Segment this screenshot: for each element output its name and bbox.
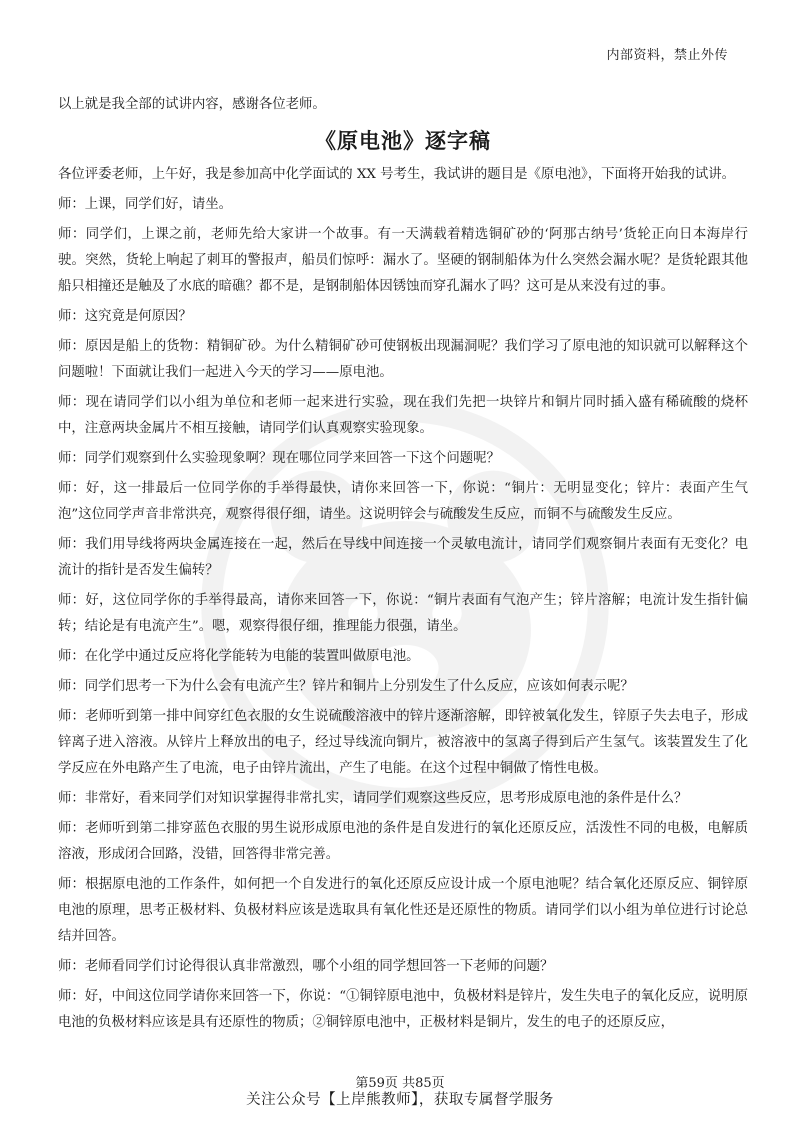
paragraph: 师：老师听到第一排中间穿红色衣服的女生说硫酸溶液中的锌片逐渐溶解，即锌被氧化发生，锌原子失去电子，形成锌离子进入溶液。从锌片上释放出的电子，经过导线流向铜片，被溶液中的氢离子得到后产生氢气。该装置发生了化学反应在外电路产生了电流，电子由锌片流出，产生了电能。在这个过程中铜做了惰性电极。 (58, 709, 748, 776)
header-confidential-note: 内部资料，禁止外传 (606, 48, 728, 63)
paragraph: 师：老师听到第二排穿蓝色衣服的男生说形成原电池的条件是自发进行的氧化还原反应，活泼性不同的电极，电解质溶液，形成闭合回路，没错，回答得非常完善。 (58, 821, 748, 862)
page-number: 第59页 共85页 (355, 1076, 445, 1091)
intro-line: 以上就是我全部的试讲内容，感谢各位老师。 (58, 97, 326, 112)
paragraph-list (58, 162, 748, 1036)
paragraph: 师：好，这一排最后一位同学你的手举得最快，请你来回答一下，你说：“铜片：无明显变化；锌片：表面产生气泡”这位同学声音非常洪亮，观察得很仔细，请坐。这说明锌会与硫酸发生反应，而铜不与硫酸发生反应。 (58, 481, 748, 522)
paragraph: 师：根据原电池的工作条件，如何把一个自发进行的氧化还原反应设计成一个原电池呢？结合氧化还原反应、铜锌原电池的原理，思考正极材料、负极材料应该是选取具有氧化性还是还原性的物质。请同学们以小组为单位进行讨论总结并回答。 (58, 877, 748, 944)
paragraph: 师：在化学中通过反应将化学能转为电能的装置叫做原电池。 (58, 649, 420, 664)
paragraph: 师：同学们观察到什么实验现象啊？现在哪位同学来回答一下这个问题呢？ (58, 451, 500, 466)
paragraph: 师：老师看同学们讨论得很认真非常激烈，哪个小组的同学想回答一下老师的问题？ (58, 959, 554, 974)
page-title: 《原电池》逐字稿 (315, 128, 491, 153)
paragraph: 师：现在请同学们以小组为单位和老师一起来进行实验，现在我们先把一块锌片和铜片同时插入盛有稀硫酸的烧杯中，注意两块金属片不相互接触，请同学们认真观察实验现象。 (58, 395, 748, 436)
paragraph: 师：上课，同学们好，请坐。 (58, 197, 233, 212)
paragraph: 师：同学们思考一下为什么会有电流产生？锌片和铜片上分别发生了什么反应，应该如何表示呢？ (58, 679, 634, 694)
paragraph: 师：好，这位同学你的手举得最高，请你来回答一下，你说：“铜片表面有气泡产生；锌片溶解；电流计发生指针偏转；结论是有电流产生”。嗯，观察得很仔细，推理能力很强，请坐。 (58, 593, 748, 634)
paragraph: 师：这究竟是何原因？ (58, 309, 192, 324)
document-body (58, 92, 748, 1040)
paragraph: 师：好，中间这位同学请你来回答一下，你说：“①铜锌原电池中，负极材料是锌片，发生失电子的氧化反应，说明原电池的负极材料应该是具有还原性的物质；②铜锌原电池中，正极材料是铜片，发生的电子的还原反应， (58, 989, 748, 1030)
paragraph: 师：我们用导线将两块金属连接在一起，然后在导线中间连接一个灵敏电流计，请同学们观察铜片表面有无变化？电流计的指针是否发生偏转？ (58, 537, 748, 578)
paragraph: 各位评委老师，上午好，我是参加高中化学面试的 XX 号考生，我试讲的题目是《原电池》，下面将开始我的试讲。 (58, 167, 736, 182)
footer-promo: 关注公众号【上岸熊教师】，获取专属督学服务 (246, 1092, 554, 1108)
paragraph: 师：原因是船上的货物：精铜矿砂。为什么精铜矿砂可使钢板出现漏洞呢？我们学习了原电池的知识就可以解释这个问题啦！下面就让我们一起进入今天的学习——原电池。 (58, 339, 748, 380)
paragraph: 师：同学们，上课之前，老师先给大家讲一个故事。有一天满载着精选铜矿砂的‘阿那古纳号’货轮正向日本海岸行驶。突然，货轮上响起了刺耳的警报声，船员们惊呼：漏水了。坚硬的钢制船体为什么突然会漏水呢？是货轮跟其他船只相撞还是触及了水底的暗礁？都不是，是钢制船体因锈蚀而穿孔漏水了吗？这可是从来没有过的事。 (58, 227, 748, 294)
paragraph: 师：非常好，看来同学们对知识掌握得非常扎实，请同学们观察这些反应，思考形成原电池的条件是什么？ (58, 791, 688, 806)
